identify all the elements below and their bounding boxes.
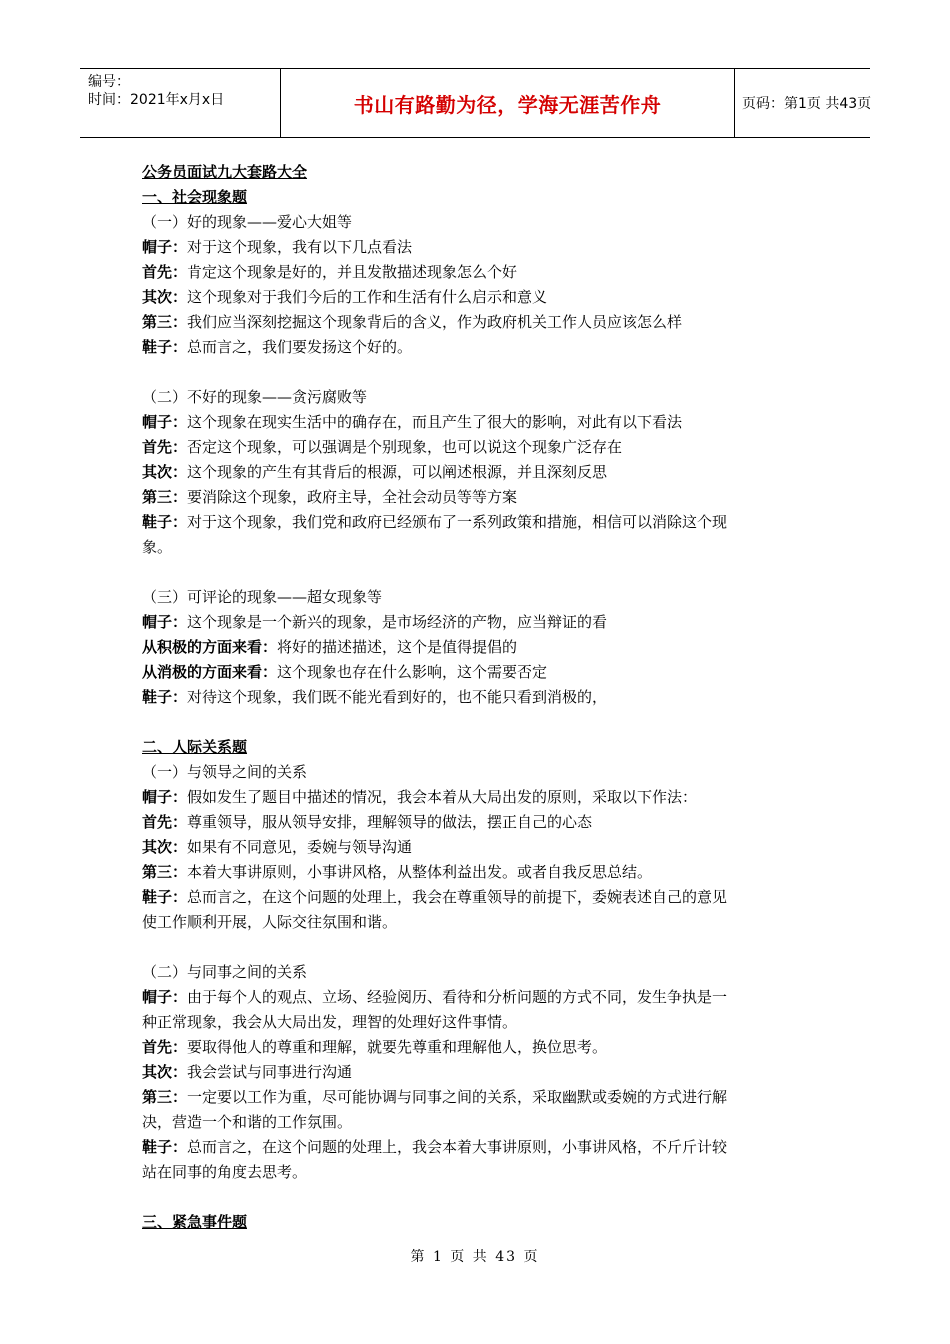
paragraph xyxy=(142,410,810,435)
text: 对于这个现象，我们党和政府已经颁布了一系列政策和措施，相信可以消除这个现 xyxy=(187,513,728,531)
label: 从积极的方面来看： xyxy=(142,638,278,656)
text: 这个现象是一个新兴的现象，是市场经济的产物，应当辩证的看 xyxy=(187,613,608,631)
paragraph xyxy=(142,610,810,635)
spacer xyxy=(142,360,810,385)
paragraph xyxy=(142,510,810,535)
header-page-cell xyxy=(734,69,870,137)
page-info: 页码：第1页 共43页 xyxy=(742,96,872,112)
text: 总而言之，我们要发扬这个好的。 xyxy=(187,338,413,356)
paragraph xyxy=(142,635,810,660)
label: 首先： xyxy=(142,438,188,456)
text: 这个现象对于我们今后的工作和生活有什么启示和意义 xyxy=(187,288,548,306)
label: 鞋子： xyxy=(142,1138,188,1156)
text: 要取得他人的尊重和理解，就要先尊重和理解他人，换位思考。 xyxy=(187,1038,608,1056)
text: 对于这个现象，我有以下几点看法 xyxy=(187,238,413,256)
label: 鞋子： xyxy=(142,338,188,356)
label: 第三： xyxy=(142,313,188,331)
paragraph xyxy=(142,685,810,710)
spacer xyxy=(142,935,810,960)
paragraph xyxy=(142,1085,810,1110)
paragraph xyxy=(142,260,810,285)
label: 其次： xyxy=(142,463,188,481)
header-left-cell xyxy=(80,69,280,137)
label: 第三： xyxy=(142,863,188,881)
text: 尊重领导，服从领导安排，理解领导的做法，摆正自己的心态 xyxy=(187,813,593,831)
label: 首先： xyxy=(142,263,188,281)
label: 鞋子： xyxy=(142,888,188,906)
subsection-title: （三）可评论的现象——超女现象等 xyxy=(142,588,383,606)
label: 其次： xyxy=(142,1063,188,1081)
paragraph-continuation: 象。 xyxy=(142,538,173,556)
label: 首先： xyxy=(142,813,188,831)
paragraph xyxy=(142,285,810,310)
subsection-title: （二）不好的现象——贪污腐败等 xyxy=(142,388,368,406)
paragraph xyxy=(142,460,810,485)
document-header xyxy=(80,68,870,138)
text: 我们应当深刻挖掘这个现象背后的含义，作为政府机关工作人员应该怎么样 xyxy=(187,313,683,331)
text: 肯定这个现象是好的，并且发散描述现象怎么个好 xyxy=(187,263,518,281)
paragraph xyxy=(142,335,810,360)
spacer xyxy=(142,1185,810,1210)
paragraph xyxy=(142,860,810,885)
paragraph xyxy=(142,1135,810,1160)
text: 本着大事讲原则，小事讲风格，从整体利益出发。或者自我反思总结。 xyxy=(187,863,653,881)
header-motto-cell xyxy=(280,69,735,137)
text: 由于每个人的观点、立场、经验阅历、看待和分析问题的方式不同，发生争执是一 xyxy=(187,988,728,1006)
label: 首先： xyxy=(142,1038,188,1056)
section-heading: 三、紧急事件题 xyxy=(142,1213,248,1231)
text: 如果有不同意见，委婉与领导沟通 xyxy=(187,838,413,856)
section-heading: 一、社会现象题 xyxy=(142,188,248,206)
subsection-title: （二）与同事之间的关系 xyxy=(142,963,308,981)
label: 帽子： xyxy=(142,788,188,806)
label: 鞋子： xyxy=(142,688,188,706)
text: 总而言之，在这个问题的处理上，我会在尊重领导的前提下，委婉表述自己的意见 xyxy=(187,888,728,906)
paragraph xyxy=(142,235,810,260)
paragraph-continuation: 种正常现象，我会从大局出发，理智的处理好这件事情。 xyxy=(142,1013,518,1031)
subsection-title: （一）与领导之间的关系 xyxy=(142,763,308,781)
text: 假如发生了题目中描述的情况，我会本着从大局出发的原则，采取以下作法： xyxy=(187,788,698,806)
label: 第三： xyxy=(142,1088,188,1106)
time-label: 时间：2021年x月x日 xyxy=(88,92,225,108)
label: 帽子： xyxy=(142,988,188,1006)
paragraph xyxy=(142,660,810,685)
paragraph xyxy=(142,485,810,510)
text: 将好的描述描述，这个是值得提倡的 xyxy=(277,638,518,656)
paragraph-continuation: 决，营造一个和谐的工作氛围。 xyxy=(142,1113,353,1131)
motto: 书山有路勤为径，学海无涯苦作舟 xyxy=(353,92,662,117)
label: 其次： xyxy=(142,838,188,856)
text: 一定要以工作为重，尽可能协调与同事之间的关系，采取幽默或委婉的方式进行解 xyxy=(187,1088,728,1106)
text: 否定这个现象，可以强调是个别现象，也可以说这个现象广泛存在 xyxy=(187,438,623,456)
label: 鞋子： xyxy=(142,513,188,531)
paragraph xyxy=(142,1060,810,1085)
label: 帽子： xyxy=(142,413,188,431)
text: 总而言之，在这个问题的处理上，我会本着大事讲原则，小事讲风格，不斤斤计较 xyxy=(187,1138,728,1156)
paragraph xyxy=(142,885,810,910)
paragraph-continuation: 使工作顺利开展，人际交往氛围和谐。 xyxy=(142,913,398,931)
text: 要消除这个现象，政府主导，全社会动员等等方案 xyxy=(187,488,518,506)
label: 第三： xyxy=(142,488,188,506)
text: 这个现象在现实生活中的确存在，而且产生了很大的影响，对此有以下看法 xyxy=(187,413,683,431)
paragraph xyxy=(142,310,810,335)
paragraph-continuation: 站在同事的角度去思考。 xyxy=(142,1163,308,1181)
document-title: 公务员面试九大套路大全 xyxy=(142,163,308,181)
label: 从消极的方面来看： xyxy=(142,663,278,681)
spacer xyxy=(142,710,810,735)
paragraph xyxy=(142,810,810,835)
document-body xyxy=(142,160,810,1235)
text: 这个现象的产生有其背后的根源，可以阐述根源，并且深刻反思 xyxy=(187,463,608,481)
subsection-title: （一）好的现象——爱心大姐等 xyxy=(142,213,353,231)
number-label: 编号： xyxy=(88,74,130,90)
paragraph xyxy=(142,435,810,460)
text: 我会尝试与同事进行沟通 xyxy=(187,1063,353,1081)
page-footer: 第 1 页 共 43 页 xyxy=(410,1249,540,1265)
label: 帽子： xyxy=(142,238,188,256)
paragraph xyxy=(142,785,810,810)
paragraph xyxy=(142,835,810,860)
label: 帽子： xyxy=(142,613,188,631)
paragraph xyxy=(142,1035,810,1060)
text: 对待这个现象，我们既不能光看到好的，也不能只看到消极的， xyxy=(187,688,608,706)
text: 这个现象也存在什么影响，这个需要否定 xyxy=(277,663,548,681)
spacer xyxy=(142,560,810,585)
section-heading: 二、人际关系题 xyxy=(142,738,248,756)
paragraph xyxy=(142,985,810,1010)
label: 其次： xyxy=(142,288,188,306)
